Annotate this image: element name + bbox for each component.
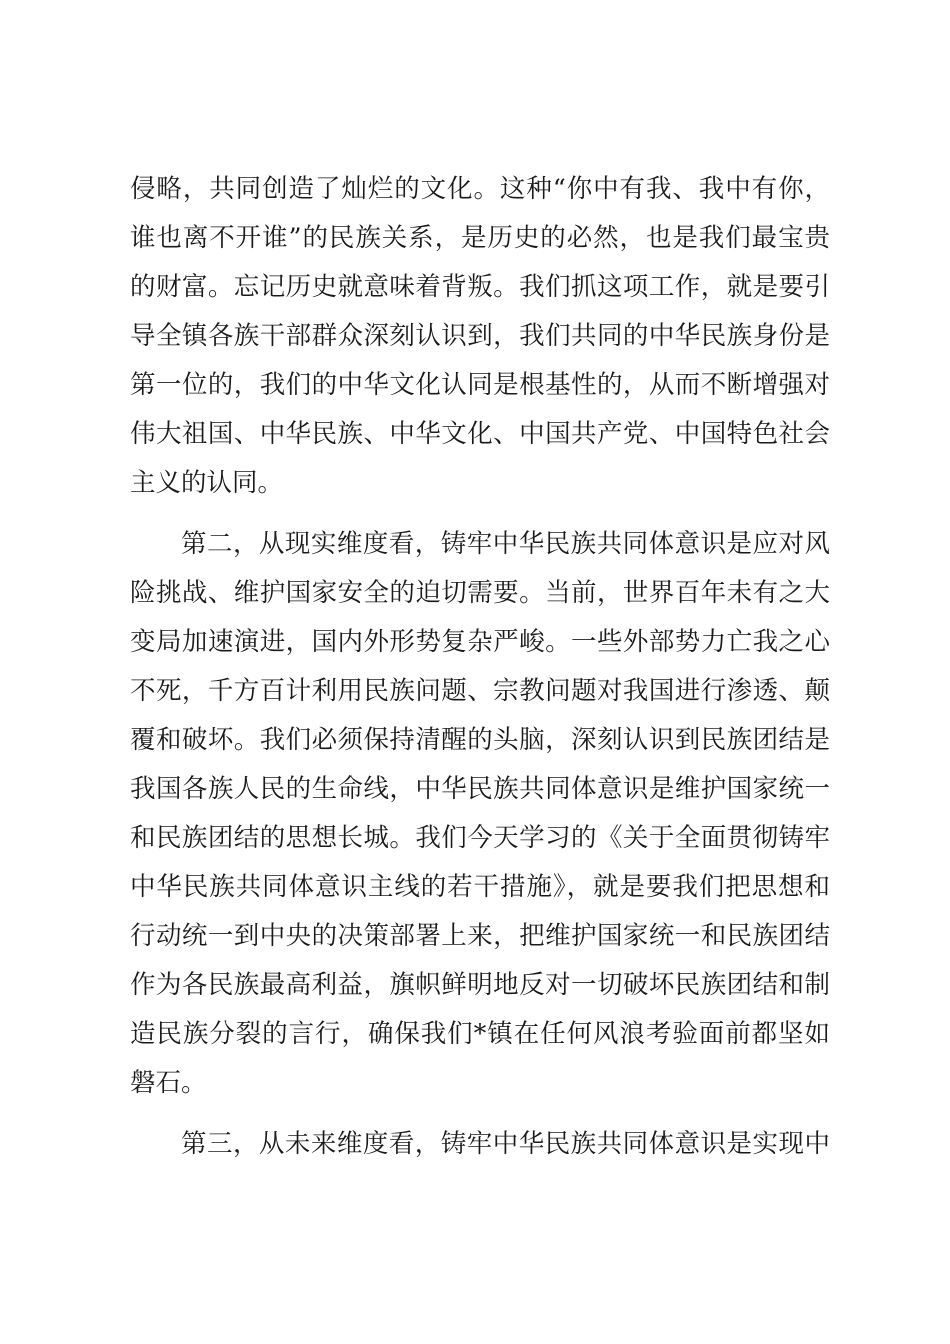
text-line: 造民族分裂的言行，确保我们*镇在任何风浪考验面前都坚如 — [130, 1019, 830, 1049]
text-line: 作为各民族最高利益，旗帜鲜明地反对一切破坏民族团结和制 — [130, 970, 830, 1000]
paragraph-1 — [130, 165, 830, 508]
text-line: 中华民族共同体意识主线的若干措施》，就是要我们把思想和 — [130, 872, 830, 902]
text-line: 行动统一到中央的决策部署上来，把维护国家统一和民族团结 — [130, 921, 830, 951]
text-line: 导全镇各族干部群众深刻认识到，我们共同的中华民族身份是 — [130, 321, 830, 351]
text-line: 第二，从现实维度看，铸牢中华民族共同体意识是应对风 — [181, 529, 830, 559]
text-line: 第一位的，我们的中华文化认同是根基性的，从而不断增强对 — [130, 370, 830, 400]
text-line: 谁也离不开谁”的民族关系，是历史的必然，也是我们最宝贵 — [130, 223, 830, 253]
text-line: 我国各族人民的生命线，中华民族共同体意识是维护国家统一 — [130, 774, 830, 804]
text-line: 磐石。 — [130, 1068, 207, 1098]
text-line: 的财富。忘记历史就意味着背叛。我们抓这项工作，就是要引 — [130, 272, 830, 302]
text-line: 覆和破坏。我们必须保持清醒的头脑，深刻认识到民族团结是 — [130, 725, 830, 755]
text-line: 主义的认同。 — [130, 468, 284, 498]
text-line: 险挑战、维护国家安全的迫切需要。当前，世界百年未有之大 — [130, 578, 830, 608]
text-line: 伟大祖国、中华民族、中华文化、中国共产党、中国特色社会 — [130, 419, 830, 449]
text-line: 第三，从未来维度看，铸牢中华民族共同体意识是实现中 — [181, 1129, 830, 1159]
text-line: 和民族团结的思想长城。我们今天学习的《关于全面贯彻铸牢 — [130, 823, 830, 853]
text-line: 侵略，共同创造了灿烂的文化。这种“你中有我、我中有你， — [130, 174, 830, 204]
text-line: 不死，千方百计利用民族问题、宗教问题对我国进行渗透、颠 — [130, 676, 830, 706]
document-body — [130, 165, 830, 1169]
paragraph-3 — [130, 1120, 830, 1169]
text-line: 变局加速演进，国内外形势复杂严峻。一些外部势力亡我之心 — [130, 627, 830, 657]
paragraph-2 — [130, 520, 830, 1108]
